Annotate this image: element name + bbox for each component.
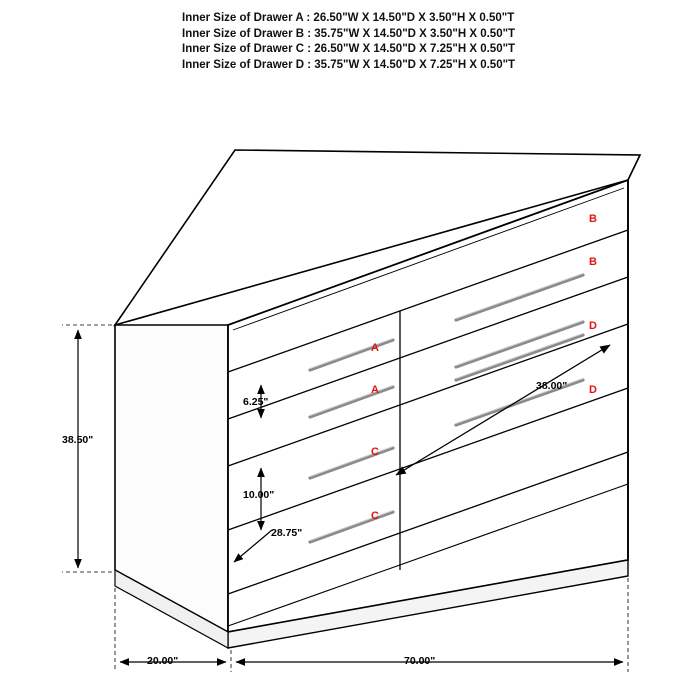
dim-label-height: 38.50" (62, 434, 94, 446)
drawer-label-c1: C (371, 446, 379, 458)
dim-label-diagonal-width: 38.00" (536, 380, 568, 392)
spec-line-drawer-a: Inner Size of Drawer A : 26.50"W X 14.50"D X 3.50"H X 0.50"T (182, 12, 515, 24)
dim-label-width: 70.00" (404, 655, 436, 667)
spec-line-drawer-b: Inner Size of Drawer B : 35.75"W X 14.50"D X 3.50"H X 0.50"T (182, 27, 516, 40)
dim-label-drawer-a-height: 6.25" (243, 396, 269, 408)
dim-label-lower-stack: 28.75" (271, 527, 303, 539)
dim-label-depth: 20.00" (147, 655, 179, 667)
spec-line-drawer-d: Inner Size of Drawer D : 35.75"W X 14.50"D X 7.25"H X 0.50"T (182, 58, 516, 71)
dim-label-drawer-c-height: 10.00" (243, 489, 275, 501)
drawer-label-d2: D (589, 384, 597, 396)
drawer-label-c2: C (371, 510, 379, 522)
drawer-label-b2: B (589, 256, 597, 268)
drawer-label-b1: B (589, 213, 597, 225)
spec-line-drawer-c: Inner Size of Drawer C : 26.50"W X 14.50"D X 7.25"H X 0.50"T (182, 43, 516, 55)
drawer-label-d1: D (589, 320, 597, 332)
drawer-label-a2: A (371, 384, 379, 396)
drawer-label-a1: A (371, 342, 379, 354)
